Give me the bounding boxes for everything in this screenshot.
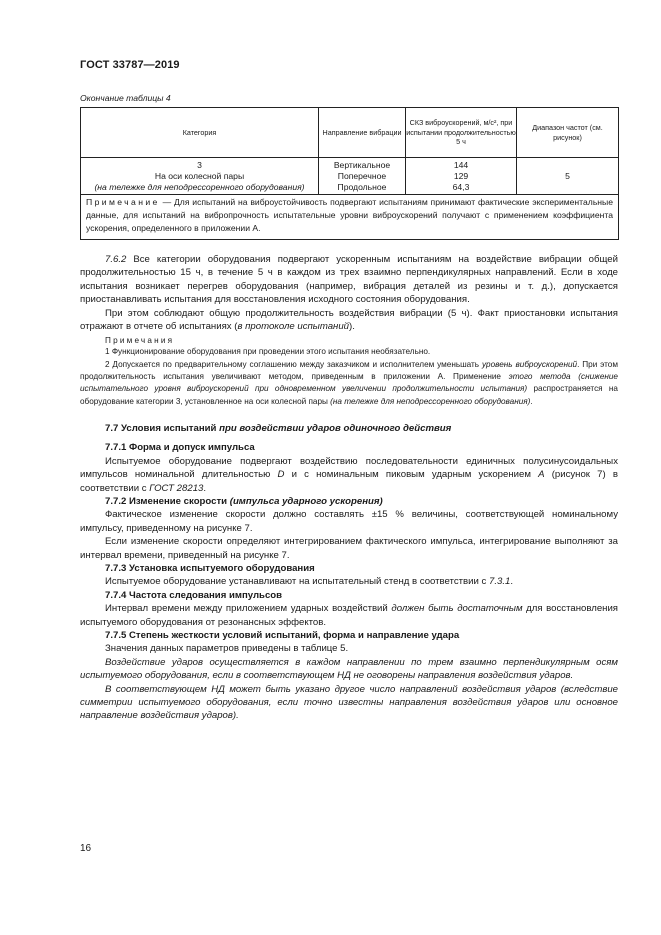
paragraph-775-1: Значения данных параметров приведены в таблице 5. xyxy=(105,643,349,655)
note-2: 2 Допускается по предварительному соглашению между заказчиком и исполнителем уменьшать уровень виброускорений. При этом продолжительность испытания увеличивают методом, приведенным в приложении А. Применение этого метода (снижение испытательного уровня виброускорений при одновременном увеличении продолжительности испытания) распространяется на оборудование категории 3, установленное на оси колесной пары (на тележке для неподрессоренного оборудования). xyxy=(80,359,618,406)
table-caption: Окончание таблицы 4 xyxy=(80,93,171,103)
section-773-title: 7.7.3 Установка испытуемого оборудования xyxy=(105,562,315,574)
rms-vertical: 144 xyxy=(453,159,469,170)
table-note-row xyxy=(81,195,619,240)
section-775-title: 7.7.5 Степень жесткости условий испытаний, форма и направление удара xyxy=(105,630,460,642)
section-771-title: 7.7.1 Форма и допуск импульса xyxy=(105,442,255,454)
direction-vertical: Вертикальное xyxy=(333,159,391,170)
col-header-frequency: Диапазон частот (см. рисунок) xyxy=(517,108,619,158)
table-header-row xyxy=(81,108,619,158)
col-header-direction: Направление вибрации xyxy=(319,108,406,158)
section-774-title: 7.7.4 Частота следования импульсов xyxy=(105,589,283,601)
category-number: 3 xyxy=(197,159,202,170)
paragraph-775-2: Воздействие ударов осуществляется в каждом направлении по трем взаимно перпендикулярным осям испытуемого оборудования, если в соответствующем НД не оговорены направления воздействия ударов. xyxy=(80,656,618,682)
paragraph-771: Испытуемое оборудование подвергают воздействию последовательности единичных полусинусоидальных импульсов номинальной длительностью D и с номинальным пиковым ударным ускорением А (рисунок 7) в соответствии с ГОСТ 28213. xyxy=(80,455,618,494)
direction-longitudinal: Продольное xyxy=(337,181,387,192)
col-header-rms: СКЗ виброускорений, м/с², при испытании продолжительностью 5 ч xyxy=(406,108,517,158)
category-name: На оси колесной пары xyxy=(154,170,245,181)
notes-heading: Примечания xyxy=(105,336,175,346)
rms-longitudinal: 64,3 xyxy=(452,181,470,192)
col-header-category: Категория xyxy=(81,108,319,158)
direction-lateral: Поперечное xyxy=(337,170,387,181)
note-1: 1 Функционирование оборудования при проведении этого испытания необязательно. xyxy=(105,347,431,357)
cell-category xyxy=(81,158,319,195)
table-note-label: Примечание xyxy=(86,197,160,207)
body-text xyxy=(80,253,618,723)
paragraph-762: 7.6.2 Все категории оборудования подвергают ускоренным испытаниям на воздействие вибрации общей продолжительностью 15 ч, в течение 5 ч в каждом из трех взаимно перпендикулярных направлений. Если в ходе испытания возникает перегрев оборудования (например, вибрация деталей из резины и т. д.), допускается приостанавливать испытания для восстановления исходного состояния оборудования. xyxy=(80,254,618,306)
paragraph-772-2: Если изменение скорости определяют интегрированием фактического импульса, интегрирование выполняют за интервал времени, приведенный на рисунке 7. xyxy=(80,536,618,561)
standard-header: ГОСТ 33787—2019 xyxy=(80,59,180,71)
category-remark: (на тележке для неподрессоренного оборудования) xyxy=(94,181,305,192)
paragraph-773: Испытуемое оборудование устанавливают на испытательный стенд в соответствии с 7.3.1. xyxy=(105,576,513,588)
rms-lateral: 129 xyxy=(453,170,469,181)
cell-directions xyxy=(319,158,406,195)
cell-rms xyxy=(406,158,517,195)
section-772-title: 7.7.2 Изменение скорости (импульса ударного ускорения) xyxy=(105,495,383,507)
section-762-number: 7.6.2 xyxy=(105,254,127,265)
paragraph-772-1: Фактическое изменение скорости должно составлять ±15 % величины, соответствующей номинальному импульсу, приведенному на рисунке 7. xyxy=(80,509,618,534)
table-note-text: — Для испытаний на виброустойчивость подвергают испытаниям принимают фактические экспериментальные данные, для испытаний на вибропрочность испытательные уровни виброускорений получают с применением коэффициента ускорения, определенного в приложении А. xyxy=(86,197,613,233)
table-row xyxy=(81,158,619,195)
page-number: 16 xyxy=(80,843,92,854)
table-4 xyxy=(80,107,619,240)
paragraph-762-suspension: При этом соблюдают общую продолжительность воздействия вибрации (5 ч). Факт приостановки испытания отражают в отчете об испытаниях (в протоколе испытаний). xyxy=(80,307,618,333)
table-note xyxy=(81,195,619,240)
paragraph-774: Интервал времени между приложением ударных воздействий должен быть достаточным для восстановления испытуемого оборудования от резонансных эффектов. xyxy=(80,603,619,628)
cell-frequency: 5 xyxy=(517,158,619,195)
paragraph-775-3: В соответствующем НД может быть указано другое число направлений воздействия ударов (вследствие симметрии испытуемого оборудования, если точно известны направления воздействия ударов или основное направление воздействия ударов). xyxy=(80,683,618,722)
section-77-title: 7.7 Условия испытаний при воздействии ударов одиночного действия xyxy=(105,422,452,434)
